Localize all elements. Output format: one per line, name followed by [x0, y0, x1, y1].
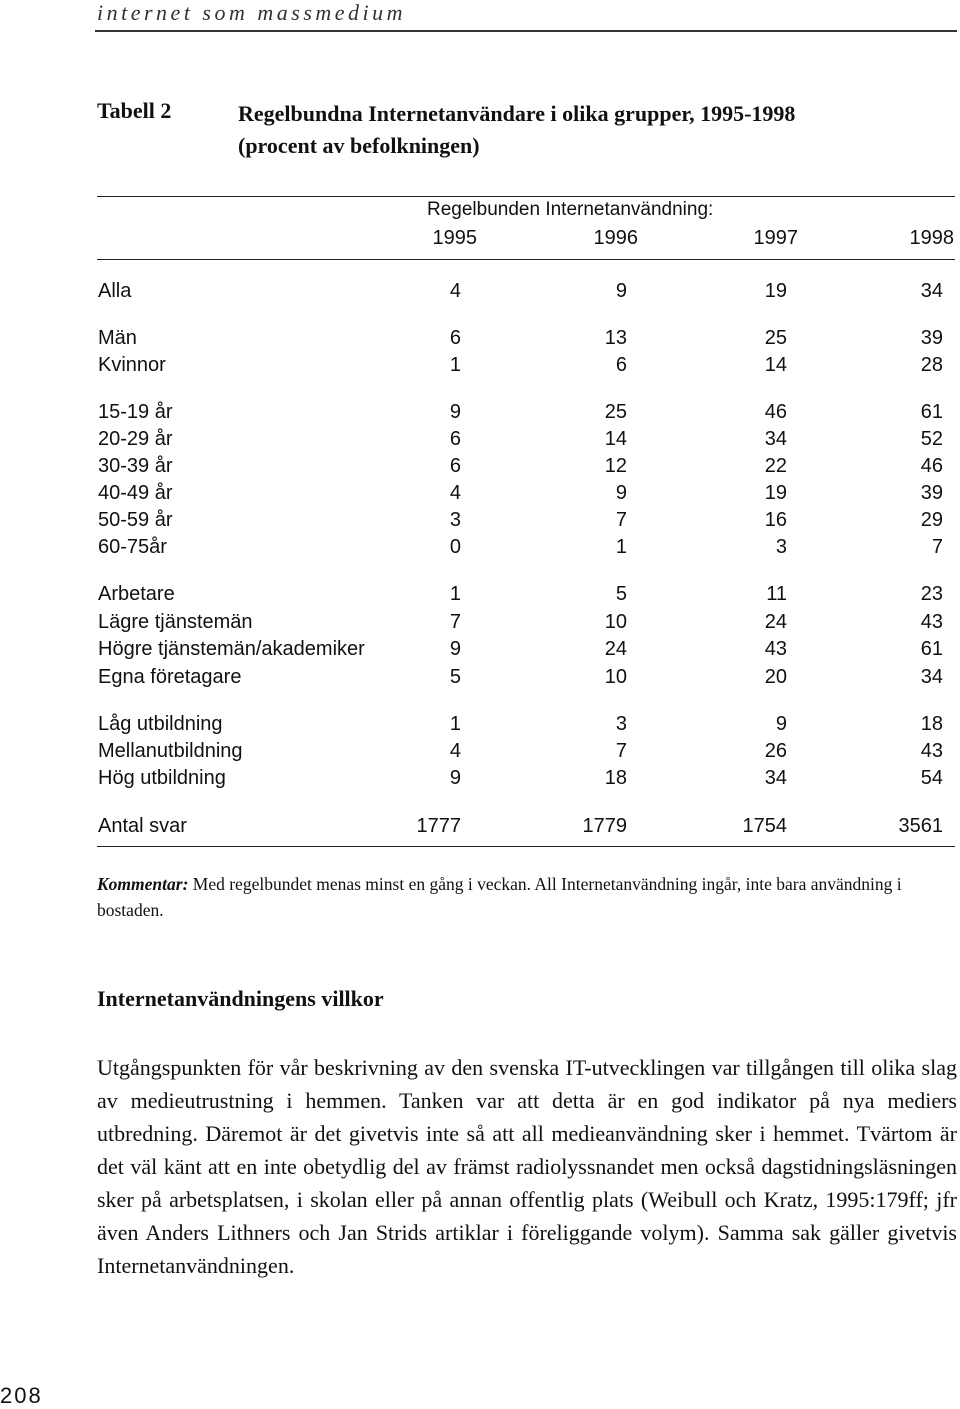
table-comment [97, 871, 947, 923]
cell-1995: 3 [449, 509, 461, 531]
cell-1996: 3 [615, 713, 627, 735]
cell-1998: 61 [920, 401, 943, 423]
table-row [0, 354, 960, 381]
cell-1995: 1 [449, 713, 461, 735]
cell-1995: 5 [449, 666, 461, 688]
cell-1995: 4 [449, 740, 461, 762]
table-top-rule [97, 196, 955, 197]
cell-1996: 24 [604, 638, 627, 660]
table-bottom-rule [97, 846, 955, 847]
cell-1998: 34 [920, 280, 943, 302]
table-row [0, 509, 960, 536]
cell-1997: 46 [764, 401, 787, 423]
comment-text: Med regelbundet menas minst en gång i veckan. All Internetanvändning ingår, inte bara användning i bostaden. [97, 874, 902, 920]
cell-1995: 9 [449, 767, 461, 789]
cell-1996: 7 [615, 740, 627, 762]
cell-1998: 61 [920, 638, 943, 660]
table-row [0, 482, 960, 509]
cell-1997: 11 [766, 583, 787, 605]
cell-1996: 1779 [582, 815, 627, 837]
cell-1995: 4 [449, 482, 461, 504]
cell-1995: 1 [449, 583, 461, 605]
column-caption: Regelbunden Internetanvändning: [427, 199, 714, 220]
section-heading: Internetanvändningens villkor [97, 986, 384, 1011]
cell-1997: 14 [764, 354, 787, 376]
cell-1996: 10 [604, 666, 627, 688]
running-header: internet som massmedium [97, 0, 407, 25]
table-row [0, 455, 960, 482]
comment-label: Kommentar: [97, 874, 189, 894]
cell-1997: 43 [764, 638, 787, 660]
cell-1997: 3 [775, 536, 787, 558]
cell-1998: 34 [920, 666, 943, 688]
row-label: Alla [98, 280, 132, 302]
cell-1996: 5 [615, 583, 627, 605]
cell-1998: 7 [931, 536, 943, 558]
column-header-1996: 1996 [593, 227, 638, 249]
cell-1995: 4 [449, 280, 461, 302]
cell-1996: 10 [604, 611, 627, 633]
body-paragraph: Utgångspunkten för vår beskrivning av den svenska IT-utvecklingen var tillgången till olika slag av medieutrustning i hemmen. Tanken var att detta är en god indikator på nya mediers utbredning. Däremot är det givetvis inte så att all medieanvändning sker i hemmet. Tvärtom är det väl känt att en inte obetydlig del av främst radiolyssnandet men också dagstidningsläsningen sker på arbetsplatsen, i skolan eller på annan offentlig plats (Weibull och Kratz, 1995:179ff; jfr även Anders Lithners och Jan Strids artiklar i föreliggande volym). Samma sak gäller givetvis Internetanvändningen. [97, 1055, 957, 1278]
row-label: Egna företagare [98, 666, 242, 688]
cell-1998: 39 [920, 482, 943, 504]
table-row [0, 611, 960, 638]
table-row [0, 713, 960, 740]
cell-1998: 23 [920, 583, 943, 605]
row-label: Mellanutbildning [98, 740, 243, 762]
table-row [0, 740, 960, 767]
cell-1996: 13 [604, 327, 627, 349]
cell-1995: 1 [449, 354, 461, 376]
cell-1997: 26 [764, 740, 787, 762]
table-row [0, 583, 960, 610]
cell-1995: 1777 [416, 815, 461, 837]
table-title [238, 98, 938, 162]
column-header-1998: 1998 [909, 227, 954, 249]
cell-1995: 7 [449, 611, 461, 633]
table-row [0, 815, 960, 842]
cell-1997: 22 [764, 455, 787, 477]
cell-1998: 52 [920, 428, 943, 450]
row-label: 60-75år [98, 536, 167, 558]
cell-1997: 19 [764, 280, 787, 302]
header-rule [95, 30, 957, 32]
row-label: Män [98, 327, 137, 349]
cell-1998: 18 [920, 713, 943, 735]
table-row [0, 327, 960, 354]
cell-1998: 43 [920, 611, 943, 633]
cell-1998: 39 [920, 327, 943, 349]
cell-1997: 34 [764, 767, 787, 789]
page-number: 208 [0, 1383, 43, 1408]
table-row [0, 401, 960, 428]
cell-1997: 16 [764, 509, 787, 531]
cell-1997: 25 [764, 327, 787, 349]
cell-1996: 12 [604, 455, 627, 477]
cell-1995: 0 [449, 536, 461, 558]
table-row [0, 767, 960, 794]
row-label: Lägre tjänstemän [98, 611, 253, 633]
table-row [0, 280, 960, 307]
row-label: 50-59 år [98, 509, 173, 531]
cell-1998: 29 [920, 509, 943, 531]
cell-1995: 6 [449, 327, 461, 349]
cell-1997: 24 [764, 611, 787, 633]
cell-1997: 20 [764, 666, 787, 688]
row-label: Högre tjänstemän/akademiker [98, 638, 365, 660]
cell-1996: 25 [604, 401, 627, 423]
cell-1998: 46 [920, 455, 943, 477]
table-number: Tabell 2 [97, 98, 172, 123]
header-bottom-rule [97, 259, 955, 260]
cell-1996: 7 [615, 509, 627, 531]
row-label: Hög utbildning [98, 767, 226, 789]
table-row [0, 536, 960, 563]
column-header-1997: 1997 [753, 227, 798, 249]
cell-1995: 6 [449, 428, 461, 450]
cell-1998: 28 [920, 354, 943, 376]
cell-1996: 9 [615, 482, 627, 504]
row-label: Låg utbildning [98, 713, 223, 735]
table-title-line-1: Regelbundna Internetanvändare i olika grupper, 1995-1998 [238, 101, 796, 126]
table-title-line-2: (procent av befolkningen) [238, 133, 480, 158]
cell-1996: 1 [615, 536, 627, 558]
cell-1996: 14 [604, 428, 627, 450]
column-header-1995: 1995 [432, 227, 477, 249]
cell-1997: 9 [775, 713, 787, 735]
cell-1997: 1754 [742, 815, 787, 837]
row-label: 30-39 år [98, 455, 173, 477]
cell-1996: 6 [615, 354, 627, 376]
table-row [0, 428, 960, 455]
cell-1996: 18 [604, 767, 627, 789]
row-label: 20-29 år [98, 428, 173, 450]
row-label: 15-19 år [98, 401, 173, 423]
table-row [0, 666, 960, 693]
row-label: 40-49 år [98, 482, 173, 504]
cell-1997: 34 [764, 428, 787, 450]
cell-1996: 9 [615, 280, 627, 302]
cell-1995: 9 [449, 401, 461, 423]
cell-1997: 19 [764, 482, 787, 504]
cell-1998: 54 [920, 767, 943, 789]
cell-1998: 3561 [898, 815, 943, 837]
cell-1995: 6 [449, 455, 461, 477]
table-row [0, 638, 960, 665]
row-label: Antal svar [98, 815, 187, 837]
row-label: Kvinnor [98, 354, 166, 376]
cell-1998: 43 [920, 740, 943, 762]
row-label: Arbetare [98, 583, 175, 605]
cell-1995: 9 [449, 638, 461, 660]
